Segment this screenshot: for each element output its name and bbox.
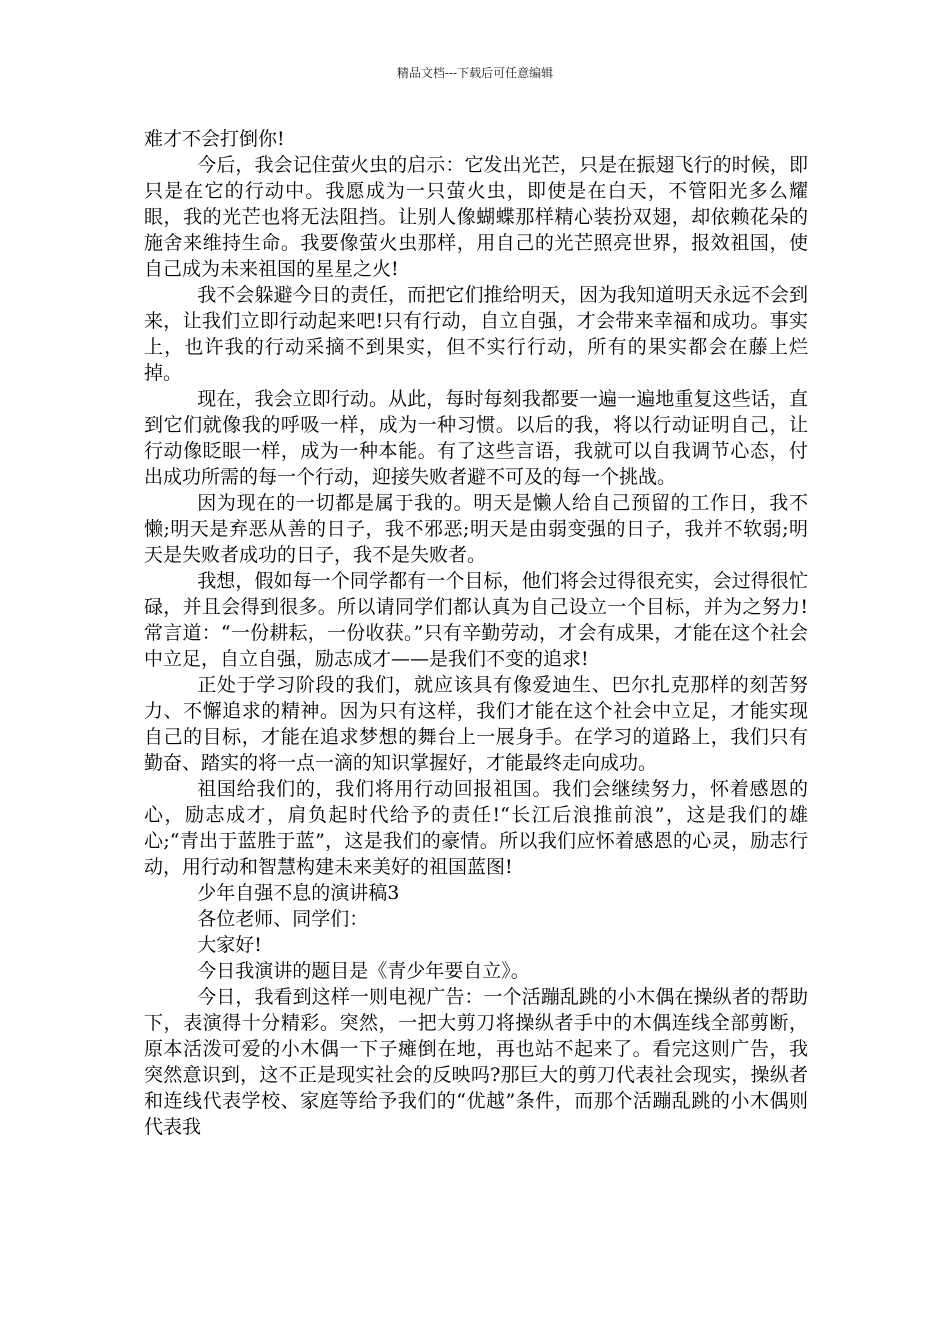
- paragraph: 今日我演讲的题目是《青少年要自立》。: [197, 960, 530, 982]
- paragraph: 现在，我会立即行动。从此，每时每刻我都要一遍一遍地重复这些话，直到它们就像我的呼吸一样，成为一种习惯。以后的我，将以行动证明自己，让行动像眨眼一样，成为一种本能。有了这些言语，我就可以自我调节心态，付出成功所需的每一个行动，迎接失败者避不可及的每一个挑战。: [144, 388, 808, 488]
- paragraph: 今日，我看到这样一则电视广告：一个活蹦乱跳的小木偶在操纵者的帮助下，表演得十分精彩。突然，一把大剪刀将操纵者手中的木偶连线全部剪断，原本活泼可爱的小木偶一下子瘫倒在地，再也站不起来了。看完这则广告，我突然意识到，这不正是现实社会的反映吗?那巨大的剪刀代表社会现实，操纵者和连线代表学校、家庭等给予我们的“优越”条件，而那个活蹦乱跳的小木偶则代表我: [144, 986, 808, 1138]
- body-text: [144, 126, 808, 1140]
- salutation: 各位老师、同学们：: [197, 908, 369, 930]
- paragraph: 难才不会打倒你!: [144, 128, 285, 150]
- paragraph: 我想，假如每一个同学都有一个目标，他们将会过得很充实，会过得很忙碌，并且会得到很多。所以请同学们都认真为自己设立一个目标，并为之努力!常言道：“一份耕耘，一份收获。”只有辛勤劳动，才会有成果，才能在这个社会中立足，自立自强，励志成才——是我们不变的追求!: [144, 570, 808, 670]
- paragraph: 祖国给我们的，我们将用行动回报祖国。我们会继续努力，怀着感恩的心，励志成才，肩负起时代给予的责任!“长江后浪推前浪”，这是我们的雄心;“青出于蓝胜于蓝”，这是我们的豪情。所以我们应怀着感恩的心灵，励志行动，用行动和智慧构建未来美好的祖国蓝图!: [144, 778, 808, 878]
- page-header: 精品文档---下载后可任意编辑: [396, 66, 554, 80]
- paragraph: 今后，我会记住萤火虫的启示：它发出光芒，只是在振翅飞行的时候，即只是在它的行动中。我愿成为一只萤火虫，即使是在白天，不管阳光多么耀眼，我的光芒也将无法阻挡。让别人像蝴蝶那样精心装扮双翅，却依赖花朵的施舍来维持生命。我要像萤火虫那样，用自己的光芒照亮世界，报效祖国，使自己成为未来祖国的星星之火!: [144, 154, 808, 280]
- section-title: 少年自强不息的演讲稿3: [197, 882, 400, 904]
- paragraph: 因为现在的一切都是属于我的。明天是懒人给自己预留的工作日，我不懒;明天是弃恶从善的日子，我不邪恶;明天是由弱变强的日子，我并不软弱;明天是失败者成功的日子，我不是失败者。: [144, 492, 808, 566]
- paragraph: 正处于学习阶段的我们，就应该具有像爱迪生、巴尔扎克那样的刻苦努力、不懈追求的精神。因为只有这样，我们才能在这个社会中立足，才能实现自己的目标，才能在追求梦想的舞台上一展身手。在学习的道路上，我们只有勤奋、踏实的将一点一滴的知识掌握好，才能最终走向成功。: [144, 674, 808, 774]
- greeting: 大家好!: [197, 934, 262, 956]
- paragraph: 我不会躲避今日的责任，而把它们推给明天，因为我知道明天永远不会到来，让我们立即行动起来吧!只有行动，自立自强，才会带来幸福和成功。事实上，也许我的行动采摘不到果实，但不实行行动，所有的果实都会在藤上烂掉。: [144, 284, 808, 384]
